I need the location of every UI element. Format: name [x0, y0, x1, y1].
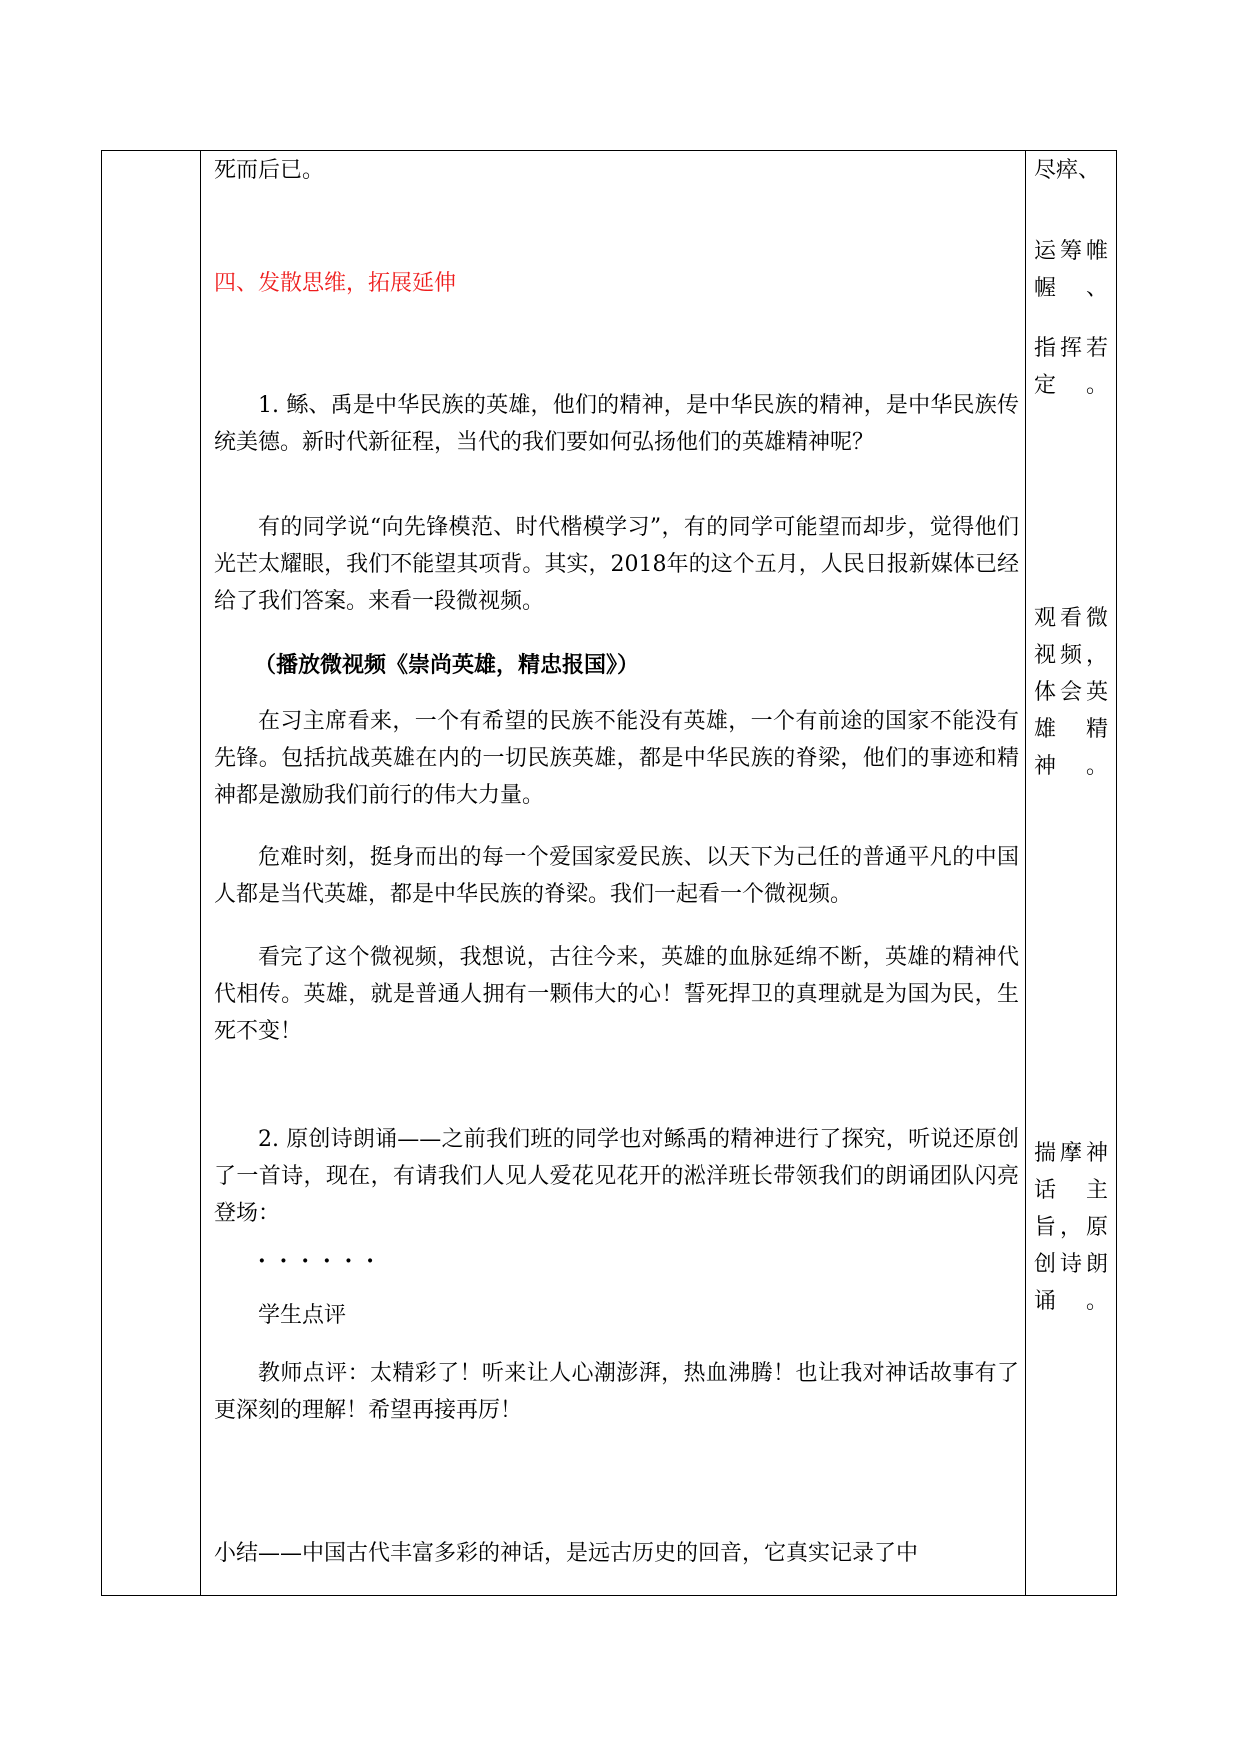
column-divider-left	[200, 151, 201, 1595]
paragraph-students: 有的同学说“向先锋模范、时代楷模学习”，有的同学可能望而却步，觉得他们光芒太耀眼，我们不能望其项背。其实，2018年的这个五月，人民日报新媒体已经给了我们答案。来看一段微视频。	[214, 515, 1019, 614]
question-1: 1. 鲧、禹是中华民族的英雄，他们的精神，是中华民族的精神，是中华民族传统美德。新时代新征程，当代的我们要如何弘扬他们的英雄精神呢？	[214, 393, 1019, 455]
paragraph-after-video: 看完了这个微视频，我想说，古往今来，英雄的血脉延绵不断，英雄的精神代代相传。英雄，就是普通人拥有一颗伟大的心！誓死捍卫的真理就是为国为民，生死不变！	[214, 945, 1019, 1044]
section-heading-4: 四、发散思维，拓展延伸	[214, 271, 457, 296]
paragraph-xi: 在习主席看来，一个有希望的民族不能没有英雄，一个有前途的国家不能没有先锋。包括抗战英雄在内的一切民族英雄，都是中华民族的脊梁，他们的事迹和精神都是激励我们前行的伟大力量。	[214, 709, 1019, 808]
text-top: 死而后已。	[214, 158, 325, 183]
teacher-review: 教师点评：太精彩了！听来让人心潮澎湃，热血沸腾！也让我对神话故事有了更深刻的理解！希望再接再厉！	[214, 1361, 1019, 1423]
question-2: 2. 原创诗朗诵——之前我们班的同学也对鲧禹的精神进行了探究，听说还原创了一首诗，现在，有请我们人见人爱花见花开的淞洋班长带领我们的朗诵团队闪亮登场：	[214, 1127, 1019, 1226]
student-review: 学生点评	[258, 1303, 347, 1328]
lesson-plan-table	[101, 150, 1117, 1596]
side-note-4: 观看微视频，体会英雄精神。	[1034, 606, 1108, 779]
side-note-5: 揣摩神话主旨，原创诗朗诵。	[1034, 1141, 1108, 1314]
side-note-1: 尽瘁、	[1034, 158, 1101, 183]
summary: 小结——中国古代丰富多彩的神话，是远古历史的回音，它真实记录了中	[214, 1541, 919, 1566]
paragraph-crisis: 危难时刻，挺身而出的每一个爱国家爱民族、以天下为己任的普通平凡的中国人都是当代英雄，都是中华民族的脊梁。我们一起看一个微视频。	[214, 845, 1019, 907]
column-divider-right	[1025, 151, 1026, 1595]
side-note-3: 指挥若定。	[1034, 336, 1108, 398]
ellipsis-dots: ······	[258, 1248, 388, 1274]
side-note-2: 运筹帷幄、	[1034, 239, 1108, 301]
play-video-note: （播放微视频《崇尚英雄，精忠报国》）	[254, 652, 640, 678]
